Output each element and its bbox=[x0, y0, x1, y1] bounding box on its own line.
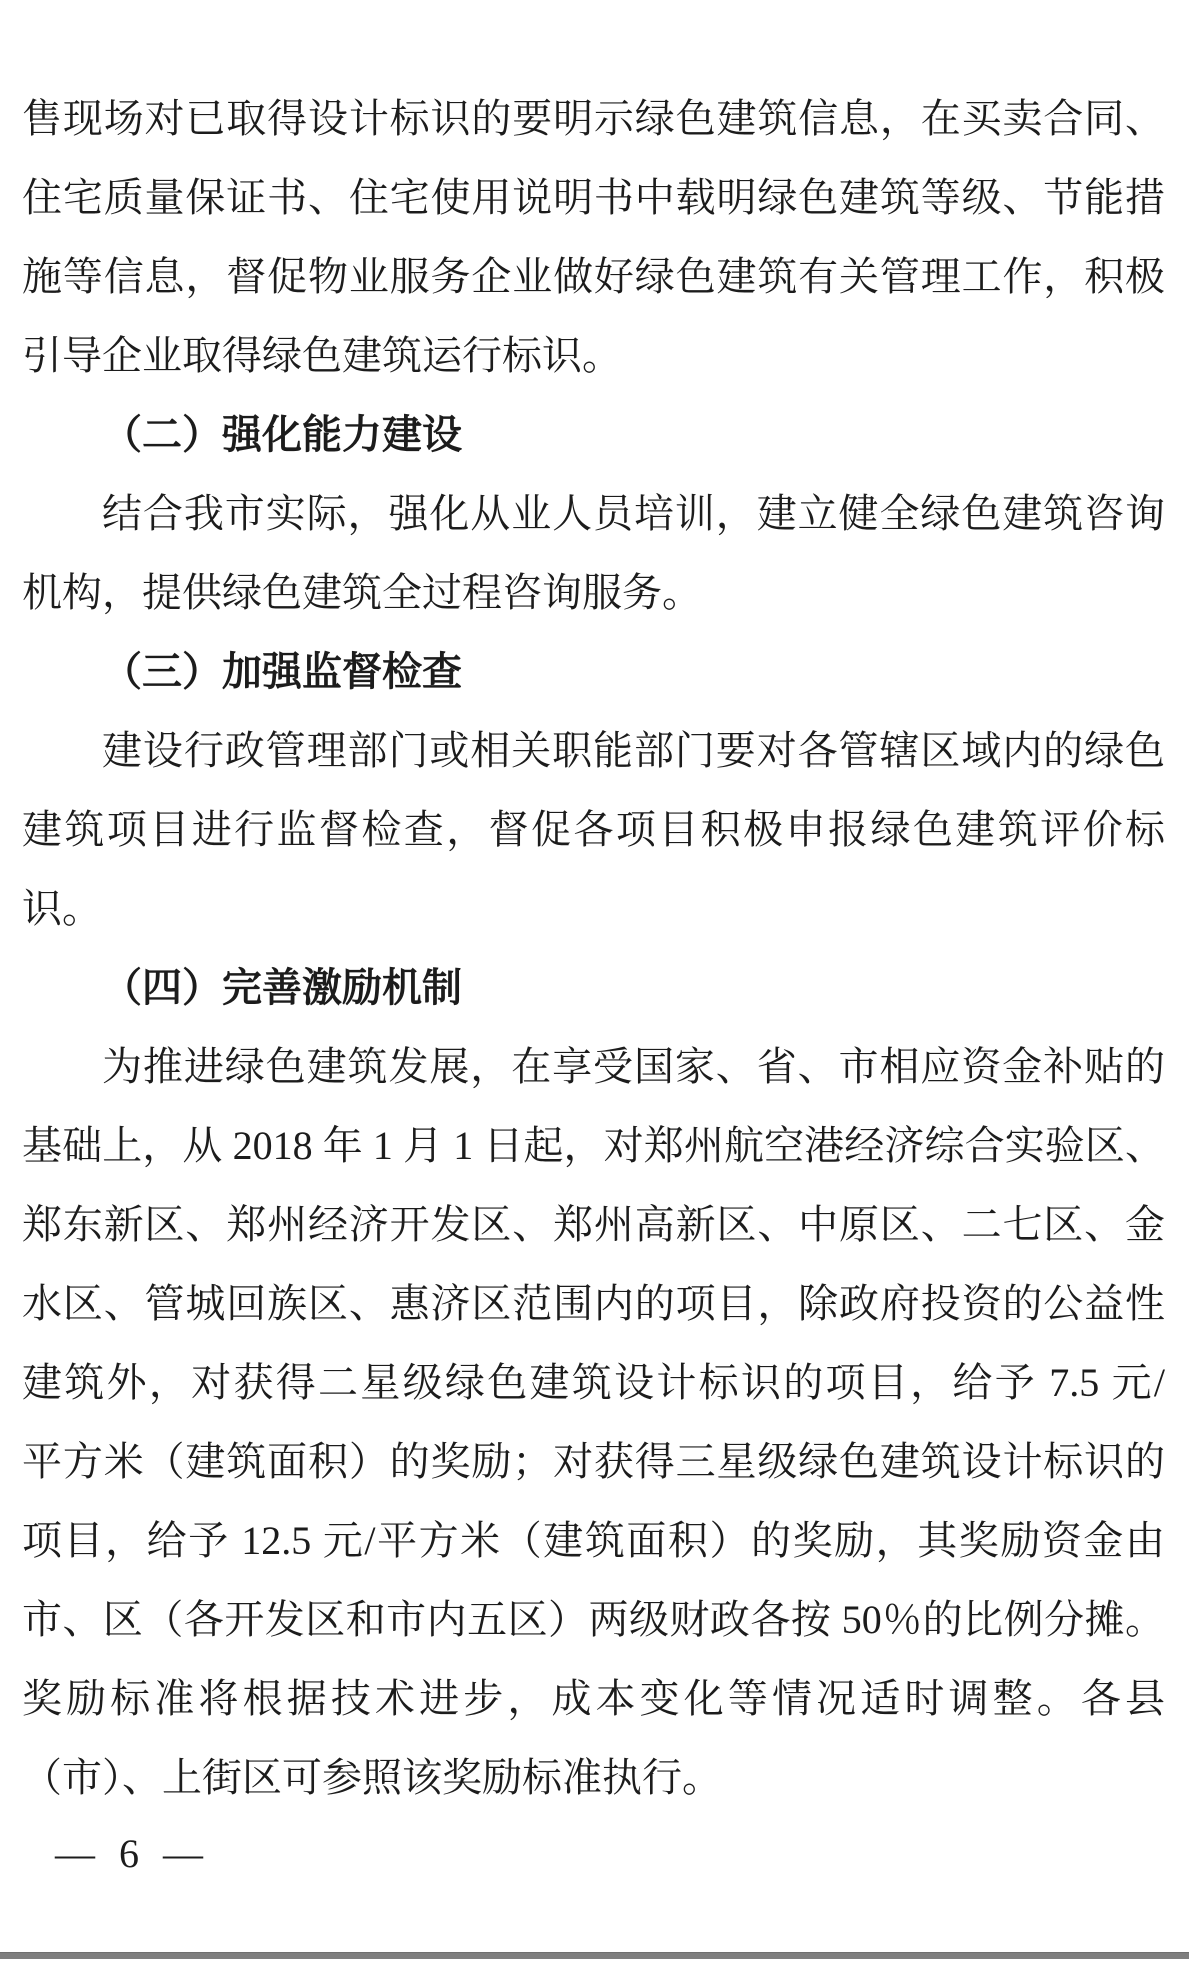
text-line: 水区、管城回族区、惠济区范围内的项目，除政府投资的公益性 bbox=[22, 1281, 1165, 1326]
page-footer bbox=[55, 1831, 203, 1876]
section-heading-4: （四）完善激励机制 bbox=[102, 965, 462, 1010]
text-line: 建筑外，对获得二星级绿色建筑设计标识的项目，给予 7.5 元/ bbox=[22, 1360, 1165, 1405]
text-line: （市）、上街区可参照该奖励标准执行。 bbox=[22, 1755, 722, 1800]
document-body bbox=[22, 79, 1165, 1817]
section-heading-3: （三）加强监督检查 bbox=[102, 649, 462, 694]
bottom-window-edge bbox=[0, 1952, 1189, 1959]
page-number-dash-right: — bbox=[163, 1831, 203, 1876]
text-line: 引导企业取得绿色建筑运行标识。 bbox=[22, 333, 622, 378]
text-line: 市、区（各开发区和市内五区）两级财政各按 50％的比例分摊。 bbox=[22, 1597, 1165, 1642]
text-line: 售现场对已取得设计标识的要明示绿色建筑信息，在买卖合同、 bbox=[22, 96, 1165, 141]
text-line: 结合我市实际，强化从业人员培训，建立健全绿色建筑咨询 bbox=[102, 491, 1165, 536]
text-line: 平方米（建筑面积）的奖励；对获得三星级绿色建筑设计标识的 bbox=[22, 1439, 1165, 1484]
page-number-dash-left: — bbox=[55, 1831, 95, 1876]
text-line: 住宅质量保证书、住宅使用说明书中载明绿色建筑等级、节能措 bbox=[22, 175, 1165, 220]
text-line: 项目，给予 12.5 元/平方米（建筑面积）的奖励，其奖励资金由 bbox=[22, 1518, 1165, 1563]
text-line: 基础上，从 2018 年 1 月 1 日起，对郑州航空港经济综合实验区、 bbox=[22, 1123, 1165, 1168]
section-heading-2: （二）强化能力建设 bbox=[102, 412, 462, 457]
text-line: 识。 bbox=[22, 886, 102, 931]
text-line: 建设行政管理部门或相关职能部门要对各管辖区域内的绿色 bbox=[102, 728, 1165, 773]
text-line: 为推进绿色建筑发展，在享受国家、省、市相应资金补贴的 bbox=[102, 1044, 1165, 1089]
text-line: 奖励标准将根据技术进步，成本变化等情况适时调整。各县 bbox=[22, 1676, 1165, 1721]
page-number: 6 bbox=[119, 1831, 139, 1876]
text-line: 建筑项目进行监督检查，督促各项目积极申报绿色建筑评价标 bbox=[22, 807, 1165, 852]
text-line: 施等信息，督促物业服务企业做好绿色建筑有关管理工作，积极 bbox=[22, 254, 1165, 299]
text-line: 郑东新区、郑州经济开发区、郑州高新区、中原区、二七区、金 bbox=[22, 1202, 1165, 1247]
text-line: 机构，提供绿色建筑全过程咨询服务。 bbox=[22, 570, 702, 615]
